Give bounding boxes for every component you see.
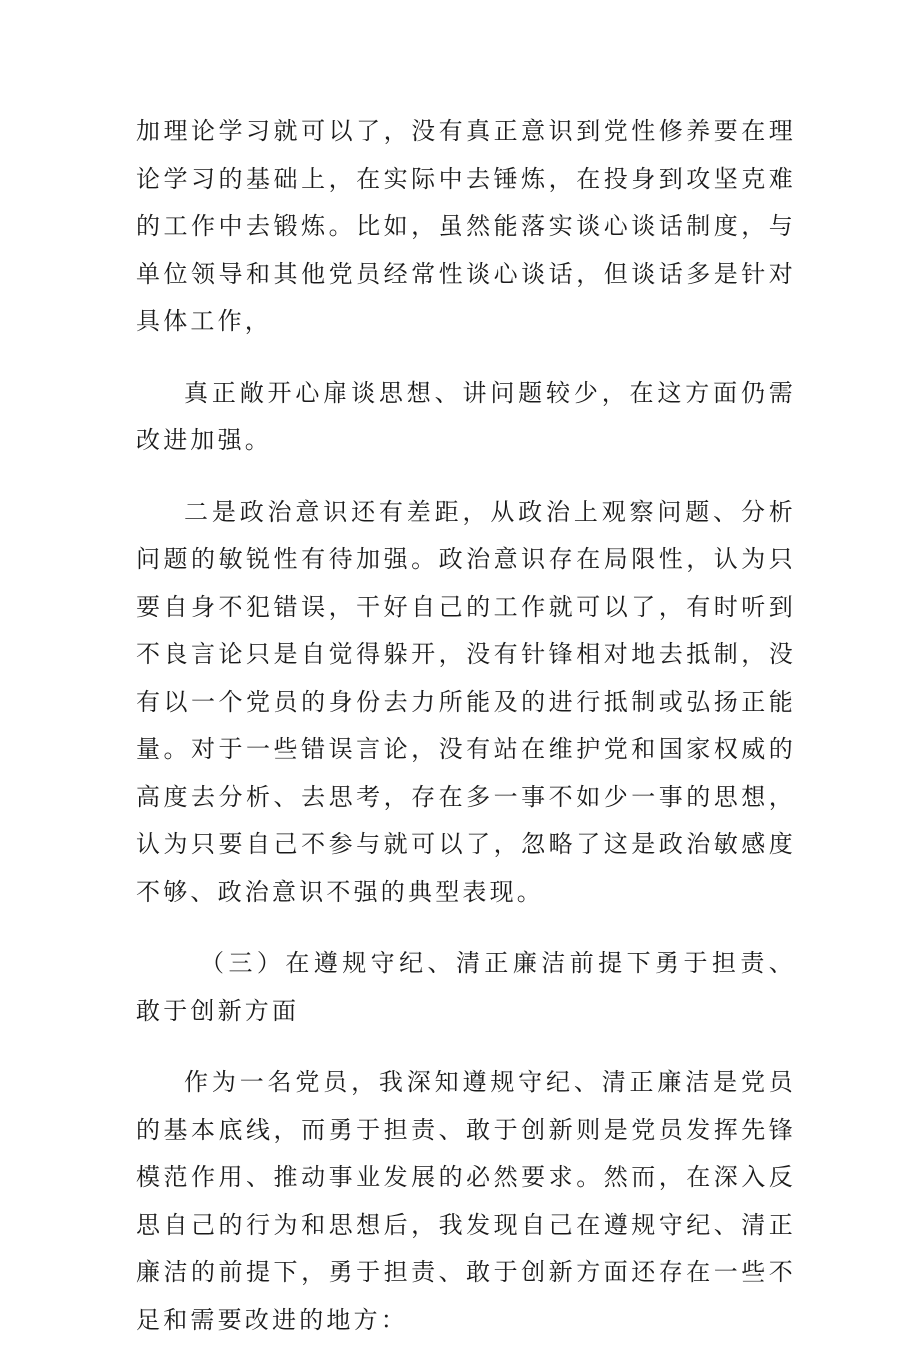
document-body — [136, 108, 796, 1368]
paragraph-continuation: 加理论学习就可以了，没有真正意识到党性修养要在理论学习的基础上，在实际中去锤炼，在投身到攻坚克难的工作中去锻炼。比如，虽然能落实谈心谈话制度，与单位领导和其他党员经常性谈心谈话，但谈话多是针对具体工作， — [136, 117, 796, 335]
paragraph-heart-to-heart: 真正敞开心扉谈思想、讲问题较少，在这方面仍需改进加强。 — [136, 378, 796, 454]
paragraph-political-awareness: 二是政治意识还有差距，从政治上观察问题、分析问题的敏锐性有待加强。政治意识存在局限性，认为只要自身不犯错误，干好自己的工作就可以了，有时听到不良言论只是自觉得躲开，没有针锋相对地去抵制，没有以一个党员的身份去力所能及的进行抵制或弘扬正能量。对于一些错误言论，没有站在维护党和国家权威的高度去分析、去思考，存在多一事不如少一事的思想，认为只要自己不参与就可以了，忽略了这是政治敏感度不够、政治意识不强的典型表现。 — [136, 497, 796, 906]
section-heading: （三）在遵规守纪、清正廉洁前提下勇于担责、敢于创新方面 — [136, 949, 796, 1025]
paragraph-section-three-body: 作为一名党员，我深知遵规守纪、清正廉洁是党员的基本底线，而勇于担责、敢于创新则是党员发挥先锋模范作用、推动事业发展的必然要求。然而，在深入反思自己的行为和思想后，我发现自己在遵规守纪、清正廉洁的前提下，勇于担责、敢于创新方面还存在一些不足和需要改进的地方： — [136, 1068, 796, 1334]
